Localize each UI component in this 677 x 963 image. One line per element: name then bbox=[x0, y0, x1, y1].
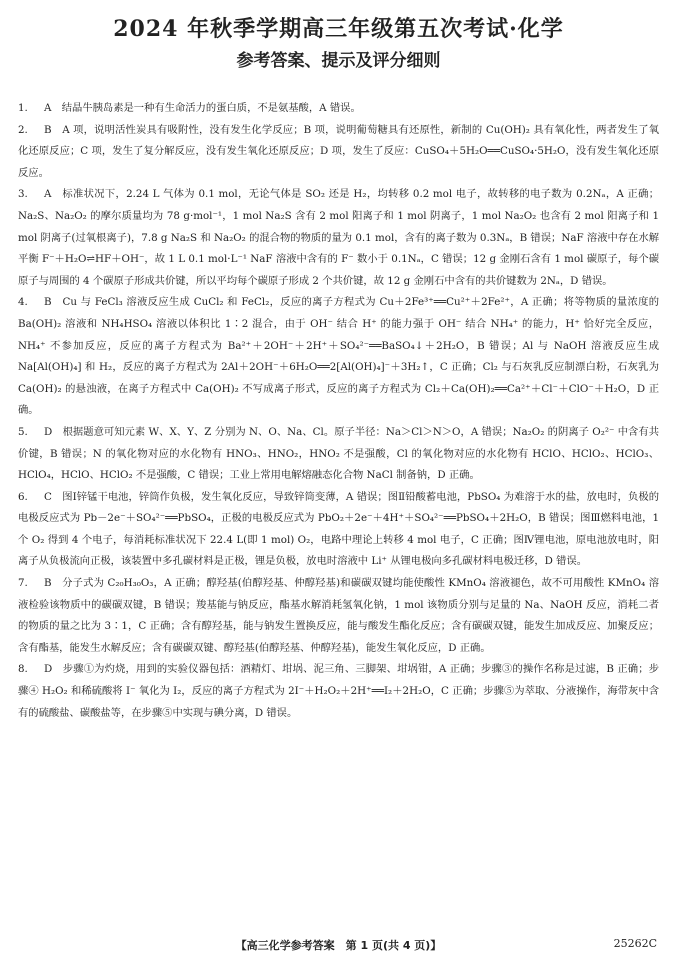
answer-number: 7. bbox=[18, 577, 28, 590]
answer-number: 6. bbox=[18, 490, 28, 503]
answer-number: 1. bbox=[18, 102, 28, 114]
answer-number: 3. bbox=[18, 188, 28, 201]
answer-item bbox=[18, 120, 659, 185]
answer-text: C 图Ⅰ锌锰干电池，锌筒作负极，发生氧化反应，导致锌筒变薄，A 错误；图Ⅱ铅酸蓄电池，PbSO₄ 为难溶于水的盐，放电时，负极的电极反应式为 Pb－2e⁻＋SO₄²⁻══PbSO₄，正极的电极反应式为 PbO₂＋2e⁻＋4H⁺＋SO₄²⁻══PbSO₄＋2H₂O，B 错误；图Ⅲ燃料电池，1 个 O₂ 得到 4 个电子，每消耗标准状况下 22.4 L(即 1 mol) O₂，电路中理论上转移 4 mol 电子，C 正确；图Ⅳ锂电池，原电池放电时，阳离子从负极流向正极，该装置中多孔碳材料是正极，锂是负极，放电时溶液中 Li⁺ 从锂电极向多孔碳材料电极迁移，D 错误。 bbox=[18, 490, 659, 568]
answer-number: 8. bbox=[18, 663, 28, 676]
answer-item bbox=[18, 422, 659, 487]
answer-item bbox=[18, 487, 659, 573]
answer-number: 5. bbox=[18, 425, 28, 438]
page-footer: 【高三化学参考答案 第 1 页(共 4 页)】 bbox=[235, 939, 442, 952]
answer-text: B 分子式为 C₂₀H₃₀O₃，A 正确；醇羟基(伯醇羟基、仲醇羟基)和碳碳双键均能使酸性 KMnO₄ 溶液褪色，故不可用酸性 KMnO₄ 溶液检验该物质中的碳碳双键，B 错误；羧基能与钠反应，酯基水解消耗氢氧化钠，1 mol 该物质分别与足量的 Na、NaOH 反应，消耗二者的物质的量之比为 3∶1，C 正确；含有醇羟基，能与钠发生置换反应，能与酸发生酯化反应；含有碳碳双键，能发生加成反应、加聚反应；含有酯基，能发生水解反应；含有碳碳双键、醇羟基(伯醇羟基、仲醇羟基)，能发生氧化反应，D 正确。 bbox=[18, 577, 659, 654]
answer-item bbox=[18, 659, 659, 724]
document-code: 25262C bbox=[613, 937, 657, 950]
answer-number: 2. bbox=[18, 123, 28, 136]
answer-text: A 结晶牛胰岛素是一种有生命活力的蛋白质，不是氨基酸，A 错误。 bbox=[44, 102, 361, 114]
answer-number: 4. bbox=[18, 296, 28, 309]
answer-item bbox=[18, 573, 659, 659]
answer-text: D 步骤①为灼烧，用到的实验仪器包括：酒精灯、坩埚、泥三角、三脚架、坩埚钳，A 正确；步骤③的操作名称是过滤，B 正确；步骤④ H₂O₂ 和稀硫酸将 I⁻ 氧化为 I₂，反应的离子方程式为 2I⁻＋H₂O₂＋2H⁺══I₂＋2H₂O，C 正确；步骤⑤为萃取、分液操作，海带灰中含有的硫酸盐、碳酸盐等，在步骤⑤中实现与碘分离，D 错误。 bbox=[18, 663, 659, 719]
page-subtitle: 参考答案、提示及评分细则 bbox=[236, 51, 441, 71]
answer-text: B A 项，说明活性炭具有吸附性，没有发生化学反应；B 项，说明葡萄糖具有还原性，新制的 Cu(OH)₂ 具有氧化性，两者发生了氧化还原反应；C 项，发生了复分解反应，没有发生氧化还原反应；D 项，发生了反应：CuSO₄＋5H₂O══CuSO₄·5H₂O，没有发生氧化还原反应。 bbox=[18, 123, 659, 179]
answer-item bbox=[18, 184, 659, 292]
page-title: 2024 年秋季学期高三年级第五次考试·化学 bbox=[113, 16, 564, 42]
answer-item bbox=[18, 292, 659, 422]
answer-text: A 标准状况下，2.24 L 气体为 0.1 mol，无论气体是 SO₂ 还是 H₂，均转移 0.2 mol 电子，故转移的电子数为 0.2Nₐ，A 正确；Na₂S、Na₂O₂ 的摩尔质量均为 78 g·mol⁻¹，1 mol Na₂S 含有 2 mol 阳离子和 1 mol 阴离子，1 mol Na₂O₂ 也含有 2 mol 阳离子和 1 mol 阴离子(过氧根离子)，7.8 g Na₂S 和 Na₂O₂ 的混合物的物质的量为 0.1 mol，含有的离子数为 0.3Nₐ，B 错误；NaF 溶液中存在水解平衡 F⁻＋H₂O⇌HF＋OH⁻，故 1 L 0.1 mol·L⁻¹ NaF 溶液中含有的 F⁻ 数小于 0.1Nₐ，C 错误；12 g 金刚石含有 1 mol 碳原子，每个碳原子与周围的 4 个碳原子形成共价键，所以平均每个碳原子形成 2 个共价键，故 12 g 金刚石中含有的共价键数为 2Nₐ，D 错误。 bbox=[18, 188, 659, 287]
answer-text: B Cu 与 FeCl₃ 溶液反应生成 CuCl₂ 和 FeCl₂，反应的离子方程式为 Cu＋2Fe³⁺══Cu²⁺＋2Fe²⁺，A 正确；将等物质的量浓度的 Ba(OH)₂ 溶液和 NH₄HSO₄ 溶液以体积比 1∶2 混合，由于 OH⁻ 结合 H⁺ 的能力强于 OH⁻ 结合 NH₄⁺ 的能力，H⁺ 恰好完全反应，NH₄⁺ 不参加反应，反应的离子方程式为 Ba²⁺＋2OH⁻＋2H⁺＋SO₄²⁻══BaSO₄↓＋2H₂O，B 错误；Al 与 NaOH 溶液反应生成 Na[Al(OH)₄] 和 H₂，反应的离子方程式为 2Al＋2OH⁻＋6H₂O══2[Al(OH)₄]⁻＋3H₂↑，C 正确；Cl₂ 与石灰乳反应制漂白粉，石灰乳为 Ca(OH)₂ 的悬浊液，在离子方程式中 Ca(OH)₂ 不写成离子形式，反应的离子方程式为 Cl₂＋Ca(OH)₂══Ca²⁺＋Cl⁻＋ClO⁻＋H₂O，D 正确。 bbox=[18, 296, 659, 417]
answer-text: D 根据题意可知元素 W、X、Y、Z 分别为 N、O、Na、Cl。原子半径：Na＞Cl＞N＞O，A 错误；Na₂O₂ 的阴离子 O₂²⁻ 中含有共价键，B 错误；N 的氧化物对应的水化物有 HNO₃、HNO₂，HNO₂ 不是强酸，Cl 的氧化物对应的水化物有 HClO、HClO₂、HClO₃、HClO₄，HClO、HClO₂ 不是强酸，C 错误；工业上常用电解熔融态化合物 NaCl 制备钠，D 正确。 bbox=[18, 425, 659, 482]
answer-list bbox=[18, 98, 659, 724]
answer-item bbox=[18, 98, 659, 120]
